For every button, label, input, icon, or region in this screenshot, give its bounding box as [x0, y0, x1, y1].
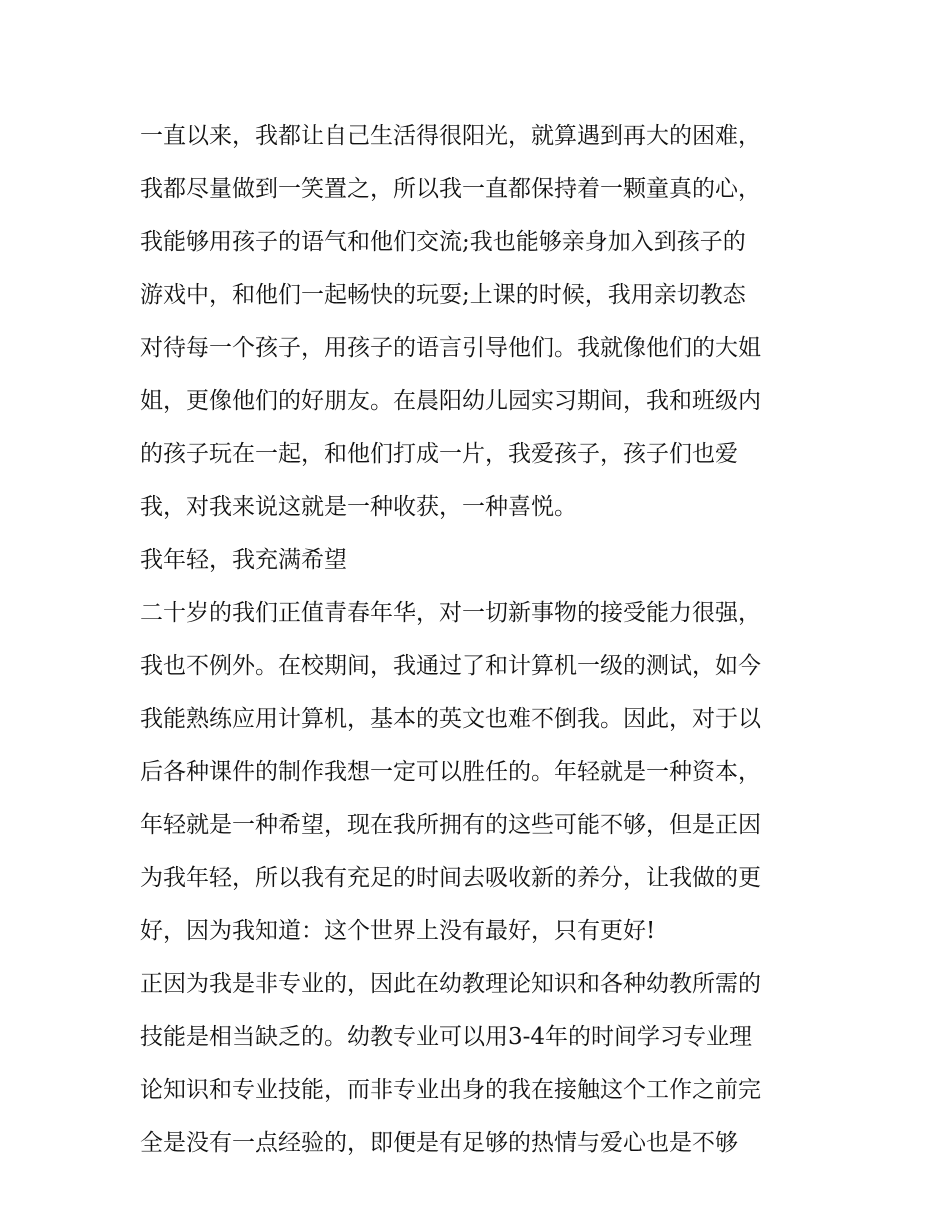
text-line: 的孩子玩在一起，和他们打成一片，我爱孩子，孩子们也爱 [140, 441, 738, 467]
text-line: 二十岁的我们正值青春年华，对一切新事物的接受能力很强， [140, 600, 761, 626]
text-line: 为我年轻，所以我有充足的时间去吸收新的养分，让我做的更 [140, 865, 761, 891]
text-line: 年轻就是一种希望，现在我所拥有的这些可能不够，但是正因 [140, 812, 761, 838]
text-line: 好，因为我知道：这个世界上没有最好，只有更好! [140, 918, 656, 944]
text-line: 论知识和专业技能，而非专业出身的我在接触这个工作之前完 [140, 1077, 761, 1103]
text-line: 正因为我是非专业的，因此在幼教理论知识和各种幼教所需的 [140, 971, 761, 997]
text-line: 我能熟练应用计算机，基本的英文也难不倒我。因此，对于以 [140, 706, 761, 732]
text-line: 后各种课件的制作我想一定可以胜任的。年轻就是一种资本， [140, 759, 761, 785]
text-line: 姐，更像他们的好朋友。在晨阳幼儿园实习期间，我和班级内 [140, 388, 761, 414]
document-page [140, 110, 820, 1170]
text-line: 我也不例外。在校期间，我通过了和计算机一级的测试，如今 [140, 653, 761, 679]
text-line: 我都尽量做到一笑置之，所以我一直都保持着一颗童真的心， [140, 176, 761, 202]
text-line: 我，对我来说这就是一种收获，一种喜悦。 [140, 494, 577, 520]
text-line: 全是没有一点经验的，即便是有足够的热情与爱心也是不够 [140, 1130, 738, 1156]
text-line: 游戏中，和他们一起畅快的玩耍;上课的时候，我用亲切教态 [140, 282, 746, 308]
text-line: 对待每一个孩子，用孩子的语言引导他们。我就像他们的大姐 [140, 335, 761, 361]
text-line: 一直以来，我都让自己生活得很阳光，就算遇到再大的困难， [140, 123, 761, 149]
section-heading: 我年轻，我充满希望 [140, 547, 347, 573]
text-line: 我能够用孩子的语气和他们交流;我也能够亲身加入到孩子的 [140, 229, 746, 255]
text-line: 技能是相当缺乏的。幼教专业可以用3-4年的时间学习专业理 [140, 1024, 753, 1050]
